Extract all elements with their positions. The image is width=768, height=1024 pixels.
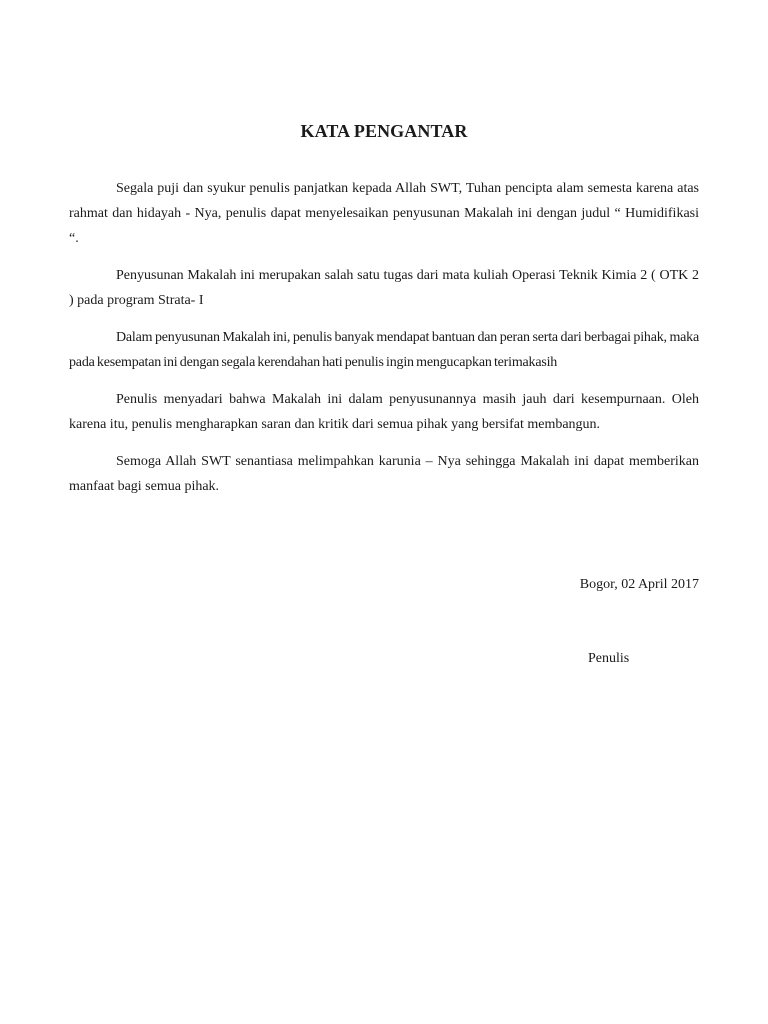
paragraph-1: Segala puji dan syukur penulis panjatkan kepada Allah SWT, Tuhan pencipta alam semesta karena atas rahmat dan hidayah - Nya, penulis dapat menyelesaikan penyusunan Makalah ini dengan judul “ Humidifikasi “. bbox=[69, 181, 699, 246]
paragraph-4: Penulis menyadari bahwa Makalah ini dalam penyusunannya masih jauh dari kesempurnaan. Oleh karena itu, penulis mengharapkan saran dan kritik dari semua pihak yang bersifat membangun. bbox=[69, 392, 699, 432]
document-body bbox=[69, 176, 699, 511]
page-title: KATA PENGANTAR bbox=[300, 121, 468, 141]
author-signature: Penulis bbox=[588, 651, 630, 666]
paragraph-3: Dalam penyusunan Makalah ini, penulis banyak mendapat bantuan dan peran serta dari berbagai pihak, maka pada kesempatan ini dengan segala kerendahan hati penulis ingin mengucapkan terimakasih bbox=[69, 330, 699, 370]
paragraph-2: Penyusunan Makalah ini merupakan salah satu tugas dari mata kuliah Operasi Teknik Kimia 2 ( OTK 2 ) pada program Strata- I bbox=[69, 268, 699, 308]
paragraph-5: Semoga Allah SWT senantiasa melimpahkan karunia – Nya sehingga Makalah ini dapat memberikan manfaat bagi semua pihak. bbox=[69, 454, 699, 494]
place-date: Bogor, 02 April 2017 bbox=[579, 577, 699, 592]
